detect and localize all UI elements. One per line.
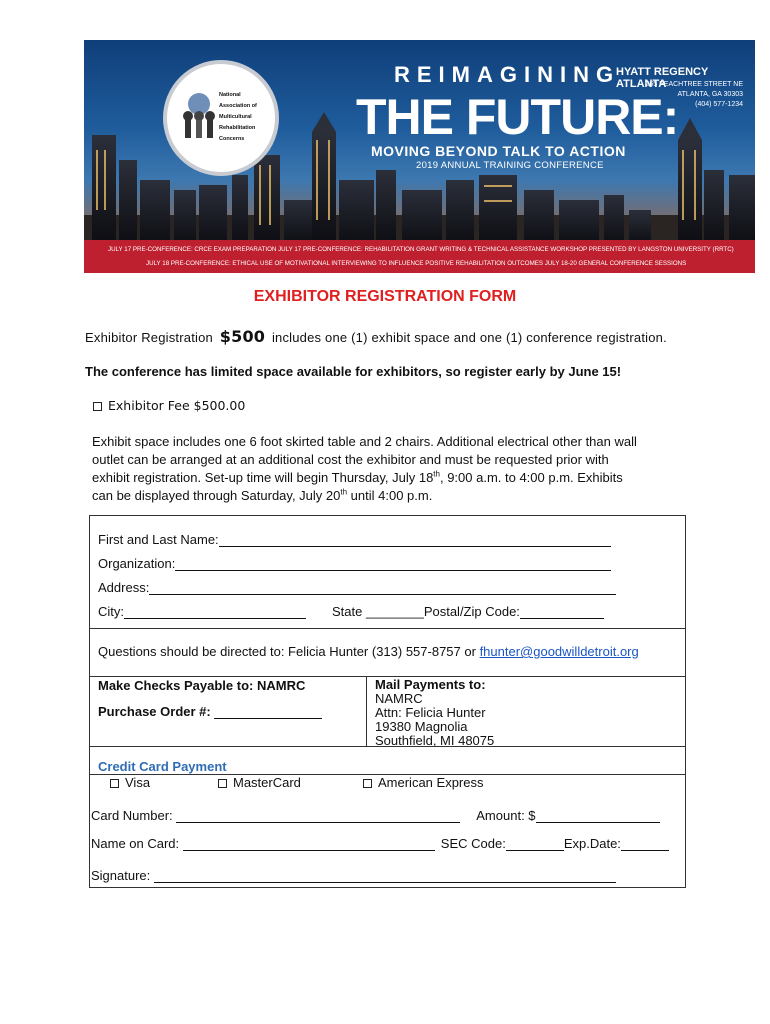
- mastercard-option[interactable]: MasterCard: [218, 775, 301, 790]
- name-on-card-row[interactable]: [91, 836, 669, 851]
- intro-suffix: includes one (1) exhibit space and one (1) conference registration.: [271, 330, 667, 345]
- exhibit-line-1: Exhibit space includes one 6 foot skirted table and 2 chairs. Additional electrical other than wall: [92, 434, 637, 449]
- zip-label: Postal/Zip Code:: [423, 604, 520, 619]
- registration-price: $500: [219, 327, 266, 346]
- card-number-input-line[interactable]: [176, 808, 460, 823]
- strip-line-2: JULY 18 PRE-CONFERENCE: ETHICAL USE OF MOTIVATIONAL INTERVIEWING TO INFLUENCE POSITIVE REHABILITATION OUTCOMES JULY 18-20 GENERAL CONFERENCE SESSIONS: [146, 260, 687, 267]
- purchase-order-field[interactable]: [98, 704, 322, 719]
- exhibit-line-4: can be displayed through Saturday, July 20th until 4:00 p.m.: [92, 487, 433, 503]
- intro-line: [85, 327, 667, 346]
- banner-hotel: HYATT REGENCY ATLANTA: [616, 66, 709, 90]
- signature-row[interactable]: [91, 868, 616, 883]
- name-on-card-input-line[interactable]: [183, 836, 435, 851]
- mastercard-checkbox[interactable]: [218, 779, 227, 788]
- logo-text: National Association of Multicultural Rehabilitation Concerns: [219, 92, 257, 142]
- sec-code-label: SEC Code:: [440, 836, 506, 851]
- address-field[interactable]: [98, 580, 616, 595]
- amex-checkbox[interactable]: [363, 779, 372, 788]
- mail-payments: Mail Payments to: NAMRC Attn: Felicia Hunter 19380 Magnolia Southfield, MI 48075: [375, 677, 495, 748]
- banner-hotel-address: 265 PEACHTREE STREET NE ATLANTA, GA 30303 (404) 577-1234: [645, 81, 743, 108]
- mail-payments-label: Mail Payments to:: [375, 677, 486, 692]
- strip-line-1: JULY 17 PRE-CONFERENCE: CRCE EXAM PREPARATION JULY 17 PRE-CONFERENCE: REHABILITATION GRANT WRITING & TECHNICAL ASSISTANCE WORKSHOP PRESENTED BY LANGSTON UNIVERSITY (RRTC): [108, 246, 734, 253]
- exp-date-label: Exp.Date:: [563, 836, 621, 851]
- banner-tagline: MOVING BEYOND TALK TO ACTION: [371, 143, 626, 159]
- visa-checkbox[interactable]: [110, 779, 119, 788]
- name-field[interactable]: [98, 532, 611, 547]
- conference-banner: [84, 40, 755, 273]
- banner-the-future: THE FUTURE:: [356, 89, 679, 145]
- name-label: First and Last Name:: [98, 532, 219, 547]
- purchase-order-input-line[interactable]: [214, 704, 322, 719]
- amount-input-line[interactable]: [536, 808, 660, 823]
- form-title: EXHIBITOR REGISTRATION FORM: [253, 288, 517, 305]
- city-input-line[interactable]: [124, 604, 306, 619]
- amount-label: Amount: $: [476, 808, 536, 823]
- organization-label: Organization:: [98, 556, 176, 571]
- exhibitor-fee-label: Exhibitor Fee $500.00: [108, 398, 246, 413]
- banner-conference-name: 2019 ANNUAL TRAINING CONFERENCE: [416, 160, 604, 171]
- card-number-label: Card Number:: [91, 808, 173, 823]
- signature-label: Signature:: [91, 868, 151, 883]
- organization-input-line[interactable]: [175, 556, 611, 571]
- exhibit-line-3: exhibit registration. Set-up time will begin Thursday, July 18th, 9:00 a.m. to 4:00 p.m. Exhibits: [92, 469, 623, 485]
- divider: [90, 746, 685, 747]
- address-input-line[interactable]: [149, 580, 616, 595]
- name-on-card-label: Name on Card:: [91, 836, 180, 851]
- city-label: City:: [98, 604, 124, 619]
- credit-card-heading: Credit Card Payment: [98, 759, 227, 774]
- checks-payable: Make Checks Payable to: NAMRC: [98, 678, 306, 693]
- namrc-logo: [163, 60, 279, 176]
- city-state-zip-row[interactable]: [98, 604, 604, 619]
- exhibit-line-2: outlet can be arranged at an additional cost the exhibitor and must be requested prior with: [92, 452, 609, 467]
- signature-input-line[interactable]: [154, 868, 616, 883]
- limited-space-notice: The conference has limited space available for exhibitors, so register early by June 15!: [85, 364, 622, 379]
- exhibitor-fee-option[interactable]: [93, 398, 245, 413]
- zip-input-line[interactable]: [520, 604, 604, 619]
- questions-contact: Questions should be directed to: Felicia Hunter (313) 557-8757 or fhunter@goodwilldetroit.org: [98, 644, 639, 659]
- amex-option[interactable]: American Express: [363, 775, 483, 790]
- namrc-logo-icon: [179, 90, 219, 140]
- divider: [90, 628, 685, 629]
- sec-code-input-line[interactable]: [506, 836, 564, 851]
- card-number-row[interactable]: [91, 808, 660, 823]
- divider: [366, 676, 367, 746]
- address-label: Address:: [98, 580, 150, 595]
- name-input-line[interactable]: [219, 532, 611, 547]
- visa-option[interactable]: Visa: [110, 775, 150, 790]
- state-label[interactable]: State ________: [332, 604, 424, 619]
- registration-form: [89, 515, 686, 888]
- exp-date-input-line[interactable]: [621, 836, 669, 851]
- banner-reimagining: REIMAGINING: [394, 62, 621, 87]
- organization-field[interactable]: [98, 556, 611, 571]
- intro-prefix: Exhibitor Registration: [85, 330, 213, 345]
- exhibit-description: [92, 433, 692, 505]
- exhibitor-fee-checkbox[interactable]: [93, 402, 102, 411]
- banner-schedule-strip: [84, 240, 755, 273]
- contact-email-link[interactable]: fhunter@goodwilldetroit.org: [479, 644, 639, 659]
- purchase-order-label: Purchase Order #:: [98, 704, 211, 719]
